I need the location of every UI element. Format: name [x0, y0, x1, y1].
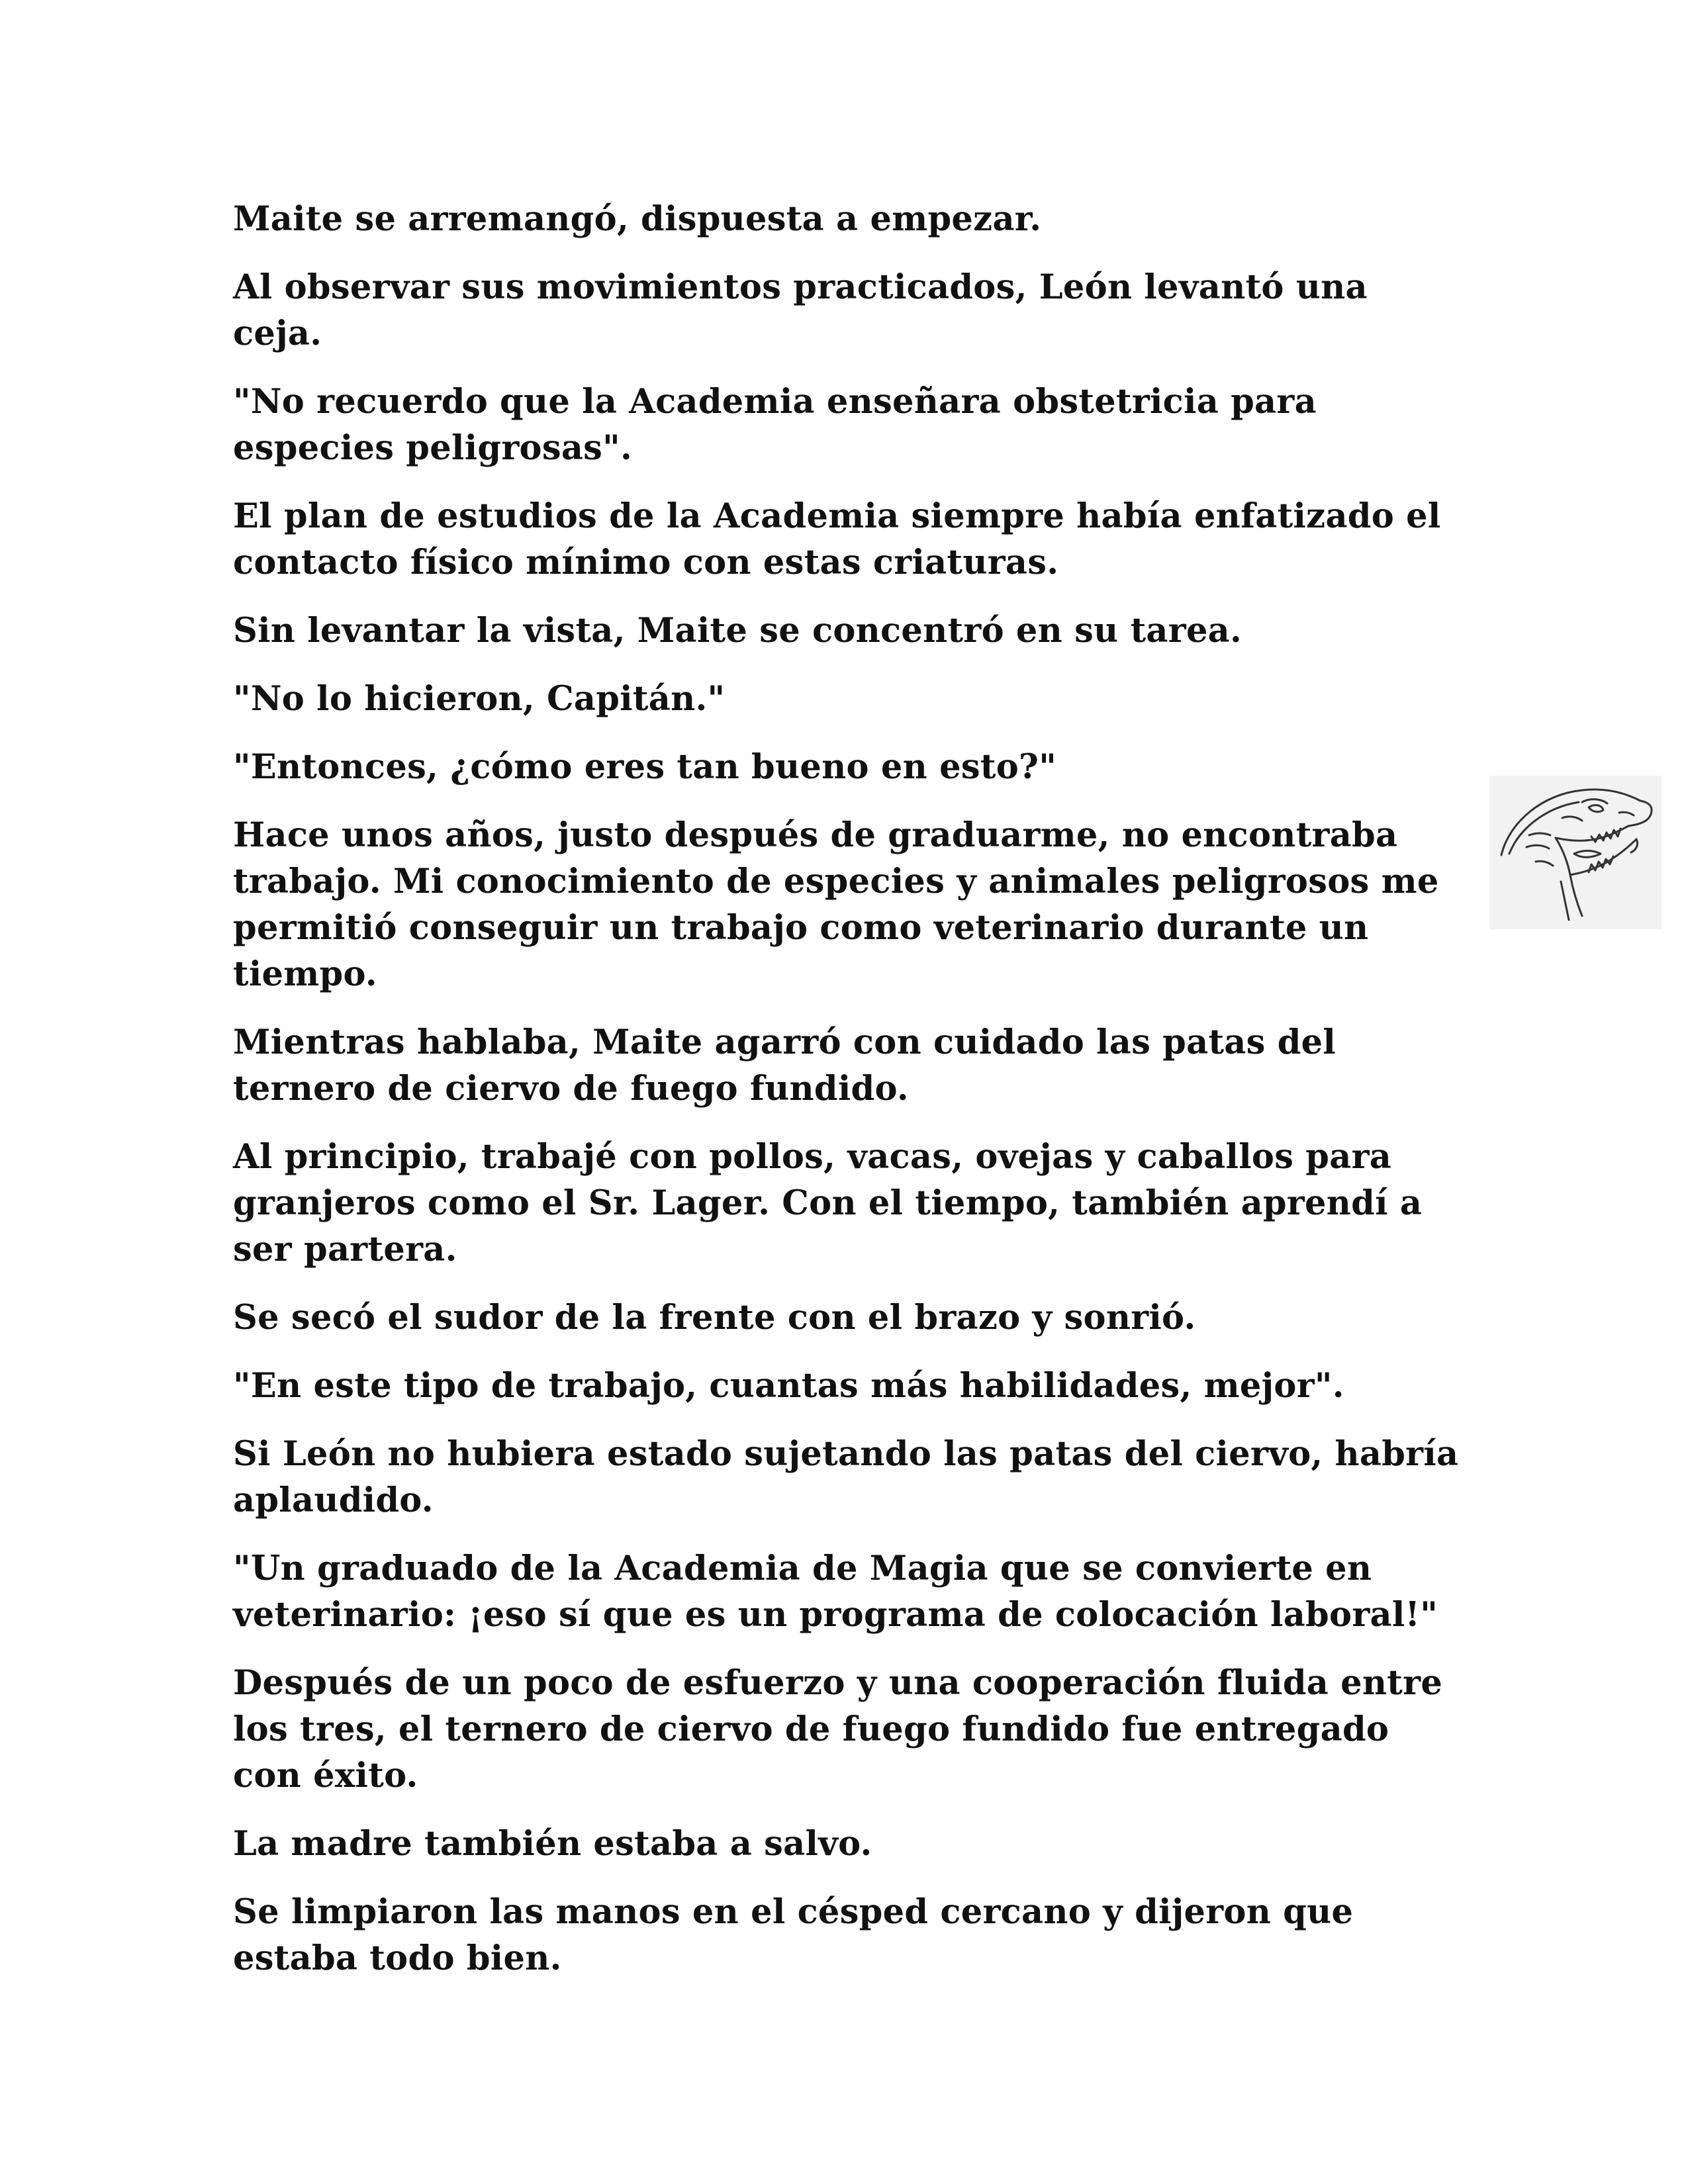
paragraph: "Entonces, ¿cómo eres tan bueno en esto?"	[233, 747, 1057, 787]
paragraph: El plan de estudios de la Academia siempre había enfatizado el contacto físico mínimo con estas criaturas.	[233, 496, 1441, 582]
paragraph: "No lo hicieron, Capitán."	[233, 679, 726, 719]
paragraph: Hace unos años, justo después de graduarme, no encontraba trabajo. Mi conocimiento de especies y animales peligrosos me permitió conseguir un trabajo como veterinario durante un tiempo.	[233, 815, 1439, 994]
paragraph: Al observar sus movimientos practicados, León levantó una ceja.	[233, 267, 1368, 353]
paragraph: Maite se arremangó, dispuesta a empezar.	[233, 199, 1042, 239]
paragraph: Mientras hablaba, Maite agarró con cuidado las patas del ternero de ciervo de fuego fundido.	[233, 1023, 1336, 1109]
paragraph: Al principio, trabajé con pollos, vacas, ovejas y caballos para granjeros como el Sr. Lager. Con el tiempo, también aprendí a ser partera.	[233, 1137, 1423, 1269]
paragraph: Se secó el sudor de la frente con el brazo y sonrió.	[233, 1298, 1196, 1338]
story-text	[233, 196, 1464, 2003]
paragraph: La madre también estaba a salvo.	[233, 1824, 872, 1864]
paragraph: "Un graduado de la Academia de Magia que se convierte en veterinario: ¡eso sí que es un programa de colocación laboral!"	[233, 1549, 1438, 1635]
paragraph: Después de un poco de esfuerzo y una cooperación fluida entre los tres, el ternero de ciervo de fuego fundido fue entregado con éxito.	[233, 1663, 1443, 1796]
paragraph: "No recuerdo que la Academia enseñara obstetricia para especies peligrosas".	[233, 382, 1317, 468]
paragraph: Si León no hubiera estado sujetando las patas del ciervo, habría aplaudido.	[233, 1434, 1459, 1520]
paragraph: Se limpiaron las manos en el césped cercano y dijeron que estaba todo bien.	[233, 1892, 1354, 1978]
paragraph: Sin levantar la vista, Maite se concentró en su tarea.	[233, 611, 1243, 651]
dinosaur-head-sketch-icon	[1489, 776, 1662, 929]
paragraph: "En este tipo de trabajo, cuantas más habilidades, mejor".	[233, 1366, 1344, 1406]
